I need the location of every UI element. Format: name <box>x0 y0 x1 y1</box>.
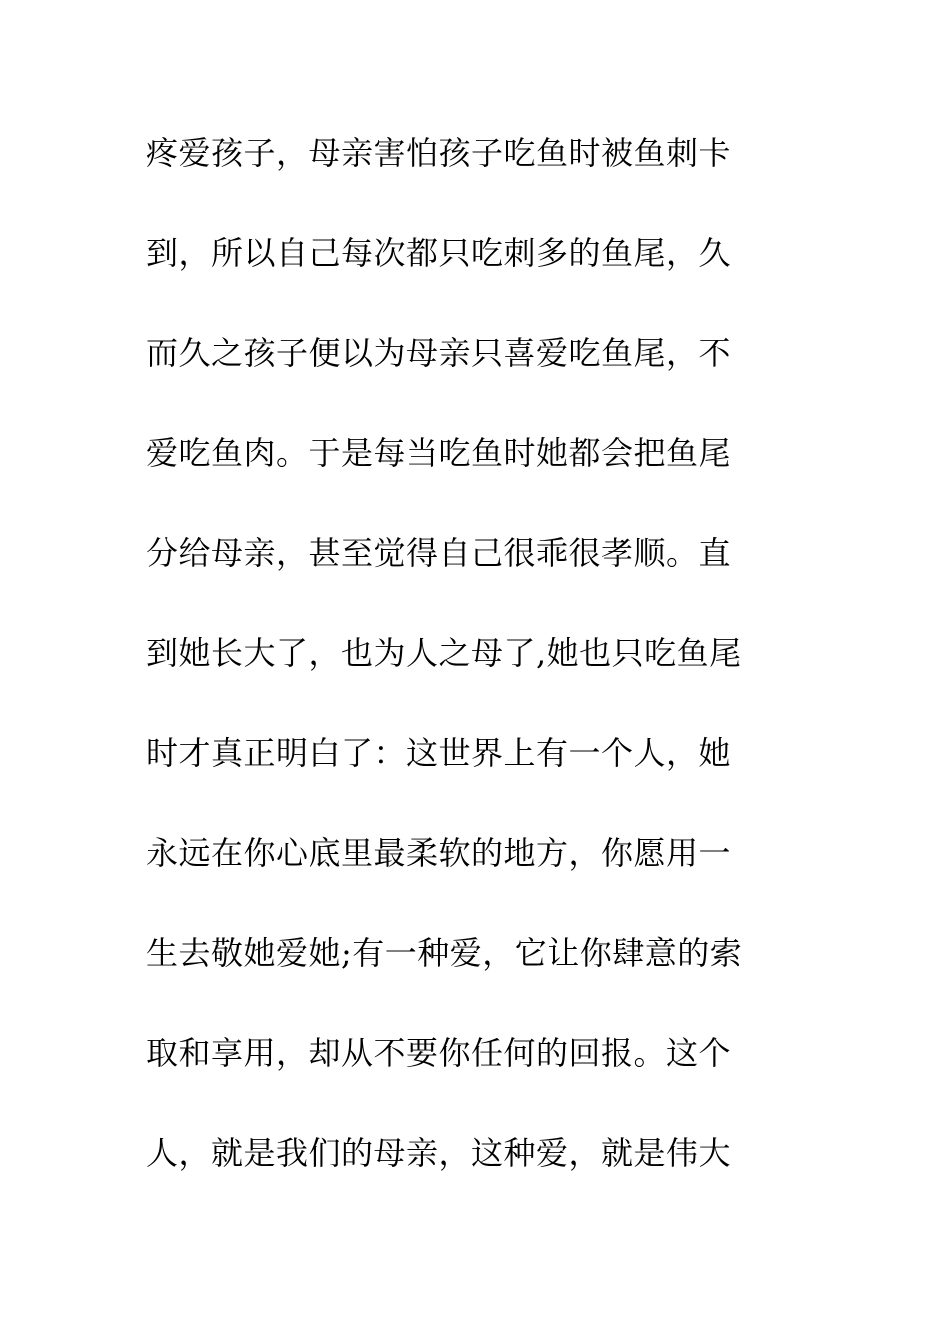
text-line: 而久之孩子便以为母亲只喜爱吃鱼尾，不 <box>146 334 732 372</box>
text-line: 疼爱孩子，母亲害怕孩子吃鱼时被鱼刺卡 <box>146 134 732 172</box>
text-line: 人，就是我们的母亲，这种爱，就是伟大 <box>146 1134 732 1172</box>
text-line: 到，所以自己每次都只吃刺多的鱼尾，久 <box>146 234 732 272</box>
text-line: 分给母亲，甚至觉得自己很乖很孝顺。直 <box>146 534 732 572</box>
text-line: 爱吃鱼肉。于是每当吃鱼时她都会把鱼尾 <box>146 434 732 472</box>
text-line: 生去敬她爱她;有一种爱，它让你肆意的索 <box>146 934 743 972</box>
body-paragraph <box>146 128 826 1228</box>
text-line: 取和享用，却从不要你任何的回报。这个 <box>146 1034 732 1072</box>
text-line: 永远在你心底里最柔软的地方，你愿用一 <box>146 834 732 872</box>
text-line: 到她长大了，也为人之母了,她也只吃鱼尾 <box>146 634 742 672</box>
text-line: 时才真正明白了：这世界上有一个人，她 <box>146 734 732 772</box>
